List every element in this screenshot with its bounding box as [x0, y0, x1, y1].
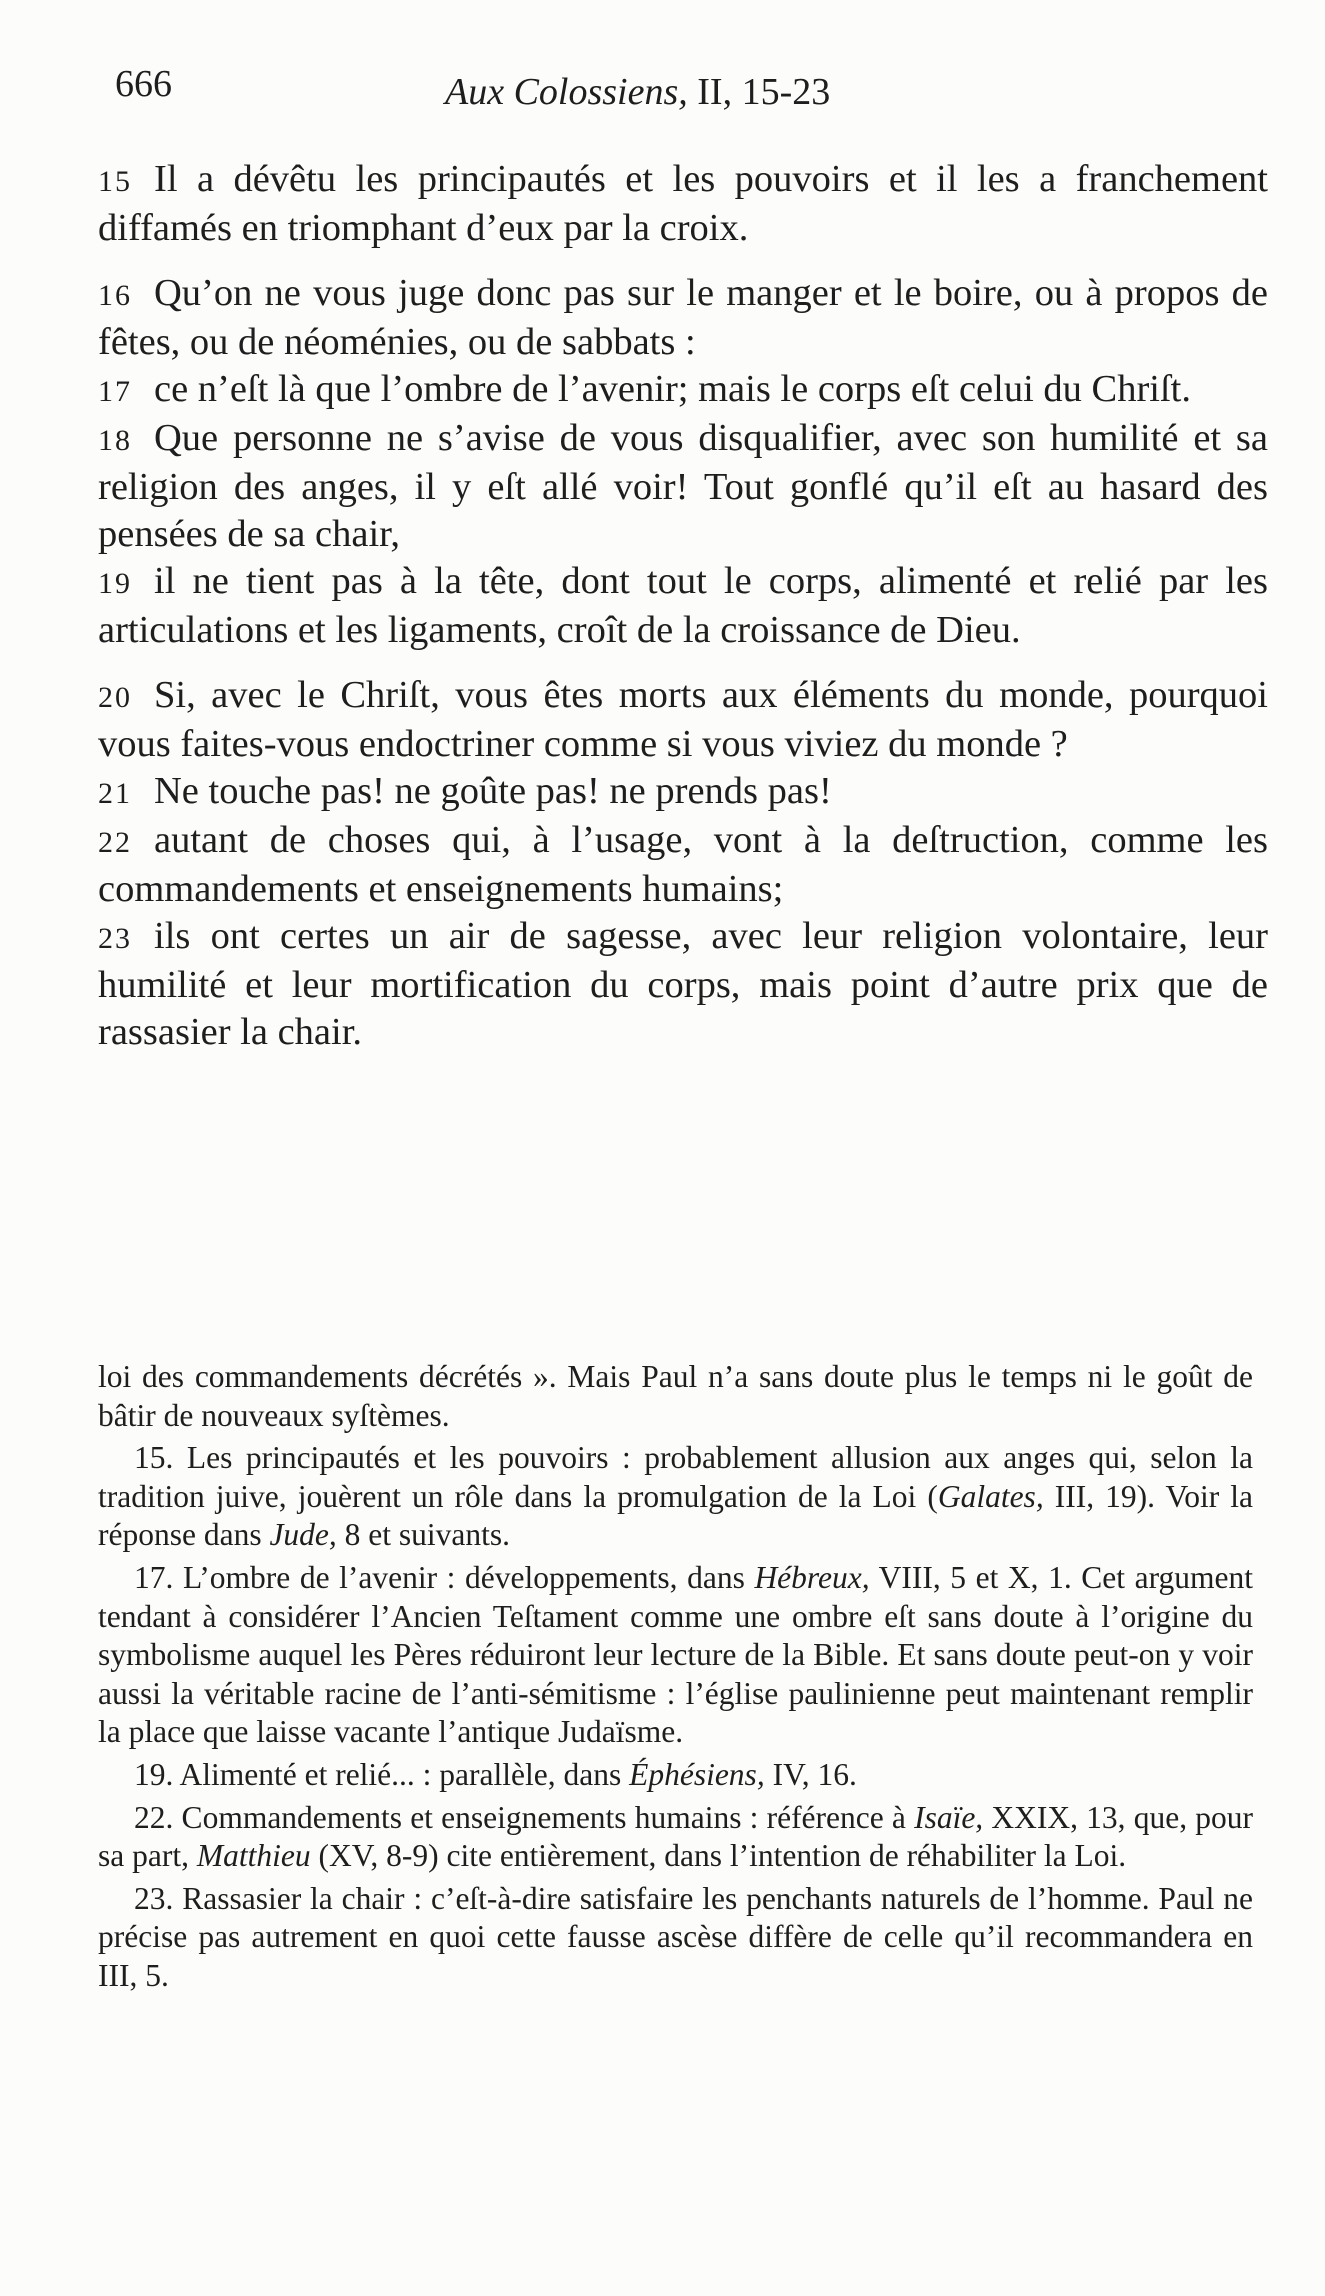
note-reference: Éphésiens, [629, 1756, 765, 1792]
note-reference: Matthieu [196, 1838, 311, 1874]
verse-20 [98, 672, 1268, 768]
verse-number: 22 [98, 826, 132, 859]
note-text: 22. Commandements et enseignements humains : référence à [134, 1799, 915, 1835]
verse-19 [98, 558, 1268, 654]
note-15 [98, 1439, 1253, 1555]
verse-22 [98, 817, 1268, 913]
note-17 [98, 1559, 1253, 1752]
verse-number: 18 [98, 424, 132, 457]
verse-18 [98, 415, 1268, 558]
note-23: 23. Rassasier la chair : c’eſt-à-dire satisfaire les penchants naturels de l’homme. Paul ne précise pas autrement en quoi cette fausse ascèse diffère de celle qu’il recommandera en III, 5. [98, 1880, 1253, 1993]
verse-text: Si, avec le Chriſt, vous êtes morts aux éléments du monde, pourquoi vous faites-vous endoctriner comme si vous viviez du monde ? [98, 674, 1268, 765]
verse-text: Qu’on ne vous juge donc pas sur le manger et le boire, ou à propos de fêtes, ou de néoménies, ou de sabbats : [98, 272, 1268, 363]
verse-number: 20 [98, 681, 132, 714]
note-reference: Galates, [937, 1478, 1044, 1514]
verse-number: 19 [98, 567, 132, 600]
note-reference: Hébreux, [754, 1559, 870, 1595]
verse-16 [98, 270, 1268, 366]
note-reference: Jude, [269, 1517, 337, 1553]
note-text: XXIX, 13, que, pour sa part, [98, 1799, 1253, 1874]
note-text: 15. Les principautés et les pouvoirs : probablement allusion aux anges qui, selon la tradition juive, jouèrent un rôle dans la promulgation de la Loi ( [98, 1440, 1253, 1514]
verse-text: Que personne ne s’avise de vous disqualifier, avec son humilité et sa religion des anges, il y eſt allé voir! Tout gonflé qu’il eſt au hasard des pensées de sa chair, [98, 417, 1268, 555]
verse-23 [98, 913, 1268, 1056]
verse-block [98, 156, 1268, 1056]
page-number: 666 [115, 63, 172, 105]
verse-text: il ne tient pas à la tête, dont tout le corps, alimenté et relié par les articulations et les ligaments, croît de la croissance de Dieu. [98, 560, 1268, 651]
note-19 [98, 1756, 1253, 1795]
running-title [445, 70, 830, 114]
note-22 [98, 1799, 1253, 1876]
verse-text: autant de choses qui, à l’usage, vont à la deſtruction, comme les commandements et enseignements humains; [98, 819, 1268, 910]
verse-number: 23 [98, 922, 132, 955]
verse-number: 17 [98, 375, 132, 408]
verse-text: ce n’eſt là que l’ombre de l’avenir; mais le corps eſt celui du Chriſt. [154, 368, 1191, 410]
book-title: Aux Colossiens, [445, 71, 688, 113]
note-text: VIII, 5 et X, 1. Cet argument tendant à considérer l’Ancien Teſtament comme une ombre eſt sans doute à l’origine du symbolisme auquel les Pères réduiront leur lecture de la Bible. Et sans doute peut-on y voir aussi la véritable racine de l’anti-sémitisme : l’église paulinienne peut maintenant remplir la place que laisse vacante l’antique Judaïsme. [98, 1559, 1254, 1750]
chapter-ref: II, 15-23 [687, 71, 831, 113]
note-text: (XV, 8-9) cite entièrement, dans l’intention de réhabiliter la Loi. [310, 1838, 1127, 1874]
verse-number: 21 [98, 777, 132, 810]
note-reference: Isaïe, [914, 1799, 984, 1835]
note-text: III, 19). Voir la réponse dans [98, 1478, 1253, 1553]
verse-number: 15 [98, 165, 132, 198]
note-text: 19. Alimenté et relié... : parallèle, dans [134, 1756, 630, 1792]
verse-text: Ne touche pas! ne goûte pas! ne prends pas! [154, 770, 832, 812]
verse-text: Il a dévêtu les principautés et les pouvoirs et il les a franchement diffamés en triomphant d’eux par la croix. [98, 158, 1268, 249]
note-continuation: loi des commandements décrétés ». Mais Paul n’a sans doute plus le temps ni le goût de bâtir de nouveaux syſtèmes. [98, 1359, 1253, 1433]
running-header [115, 62, 1265, 122]
commentary-notes [98, 1358, 1253, 2000]
note-text: 17. L’ombre de l’avenir : développements, dans [134, 1559, 755, 1595]
verse-number: 16 [98, 279, 132, 312]
verse-15 [98, 156, 1268, 252]
verse-17 [98, 366, 1268, 415]
note-text: 8 et suivants. [336, 1517, 511, 1553]
verse-text: ils ont certes un air de sagesse, avec leur religion volontaire, leur humilité et leur mortification du corps, mais point d’autre prix que de rassasier la chair. [98, 915, 1268, 1053]
verse-21 [98, 768, 1268, 817]
note-text: IV, 16. [764, 1756, 857, 1792]
